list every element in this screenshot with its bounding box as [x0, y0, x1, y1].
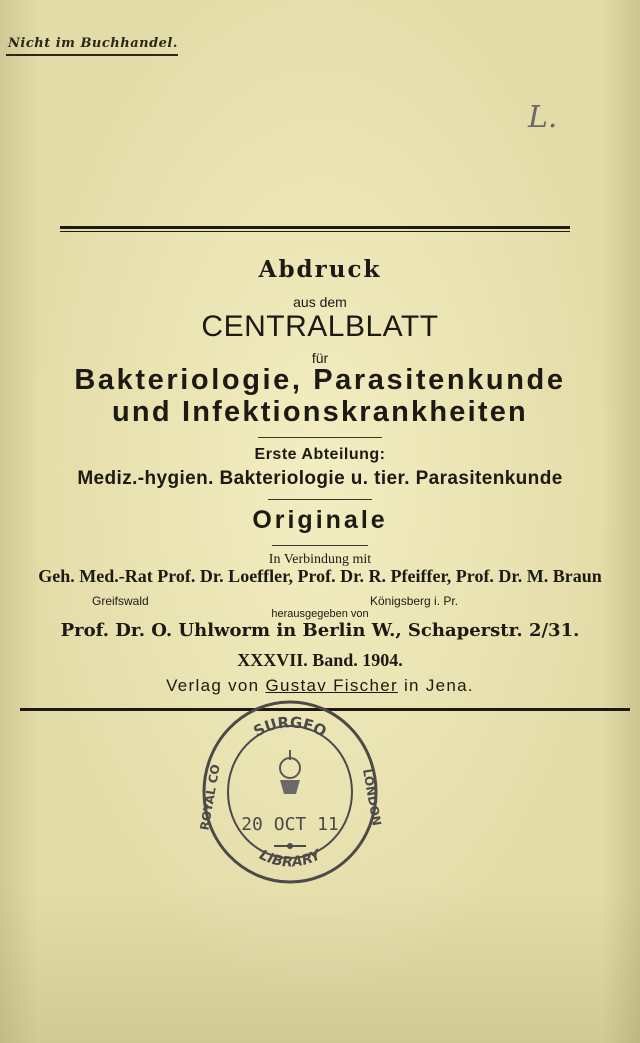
journal-title: CENTRALBLATT [201, 310, 439, 343]
published-by-text: herausgegeben von [271, 608, 369, 620]
publisher-suffix: in Jena. [397, 676, 474, 695]
subject-line-1: Bakteriologie, Parasitenkunde [74, 364, 566, 396]
stamp-right-text: LONDON [360, 767, 384, 827]
divider-rule-3 [272, 545, 368, 546]
chief-editor-line: Prof. Dr. O. Uhlworm in Berlin W., Schaperstr. 2/31. [60, 620, 580, 641]
stamp-date: 20 OCT 11 [241, 814, 339, 835]
abdruck-heading: Abdruck [258, 256, 382, 283]
library-stamp [170, 690, 410, 890]
stamp-ornament-icon [274, 843, 306, 849]
stamp-left-text: ROYAL CO [197, 763, 223, 832]
subject-line-2: und Infektionskrankheiten [112, 396, 528, 428]
pencil-annotation: L. [528, 100, 558, 135]
stamp-underline [6, 54, 178, 56]
division-fields: Mediz.-hygien. Bakteriologie u. tier. Parasitenkunde [77, 468, 563, 489]
fuer-text: für [311, 350, 329, 366]
series-title: Originale [252, 506, 388, 534]
stamp-top-text: SURGEO [250, 713, 330, 741]
top-rule-thick [60, 226, 570, 229]
division-heading: Erste Abteilung: [254, 446, 386, 463]
location-greifswald: Greifswald [92, 594, 149, 608]
divider-rule-2 [268, 499, 372, 500]
location-koenigsberg: Königsberg i. Pr. [370, 594, 459, 608]
top-rule-thin [60, 231, 570, 232]
divider-rule-1 [258, 437, 382, 438]
editors-intro: In Verbindung mit [268, 552, 372, 567]
not-for-sale-stamp: Nicht im Buchhandel. [8, 36, 178, 51]
stamp-crest-icon [280, 750, 300, 794]
publisher-name: Gustav Fischer [265, 676, 398, 695]
editors-names: Geh. Med.-Rat Prof. Dr. Loeffler, Prof. Dr. R. Pfeiffer, Prof. Dr. M. Braun [38, 566, 602, 586]
aus-dem-text: aus dem [293, 294, 347, 310]
publisher-prefix: Verlag von [166, 676, 266, 695]
stamp-bottom-text: LIBRARY [256, 847, 324, 871]
volume-line: XXXVII. Band. 1904. [237, 650, 403, 670]
